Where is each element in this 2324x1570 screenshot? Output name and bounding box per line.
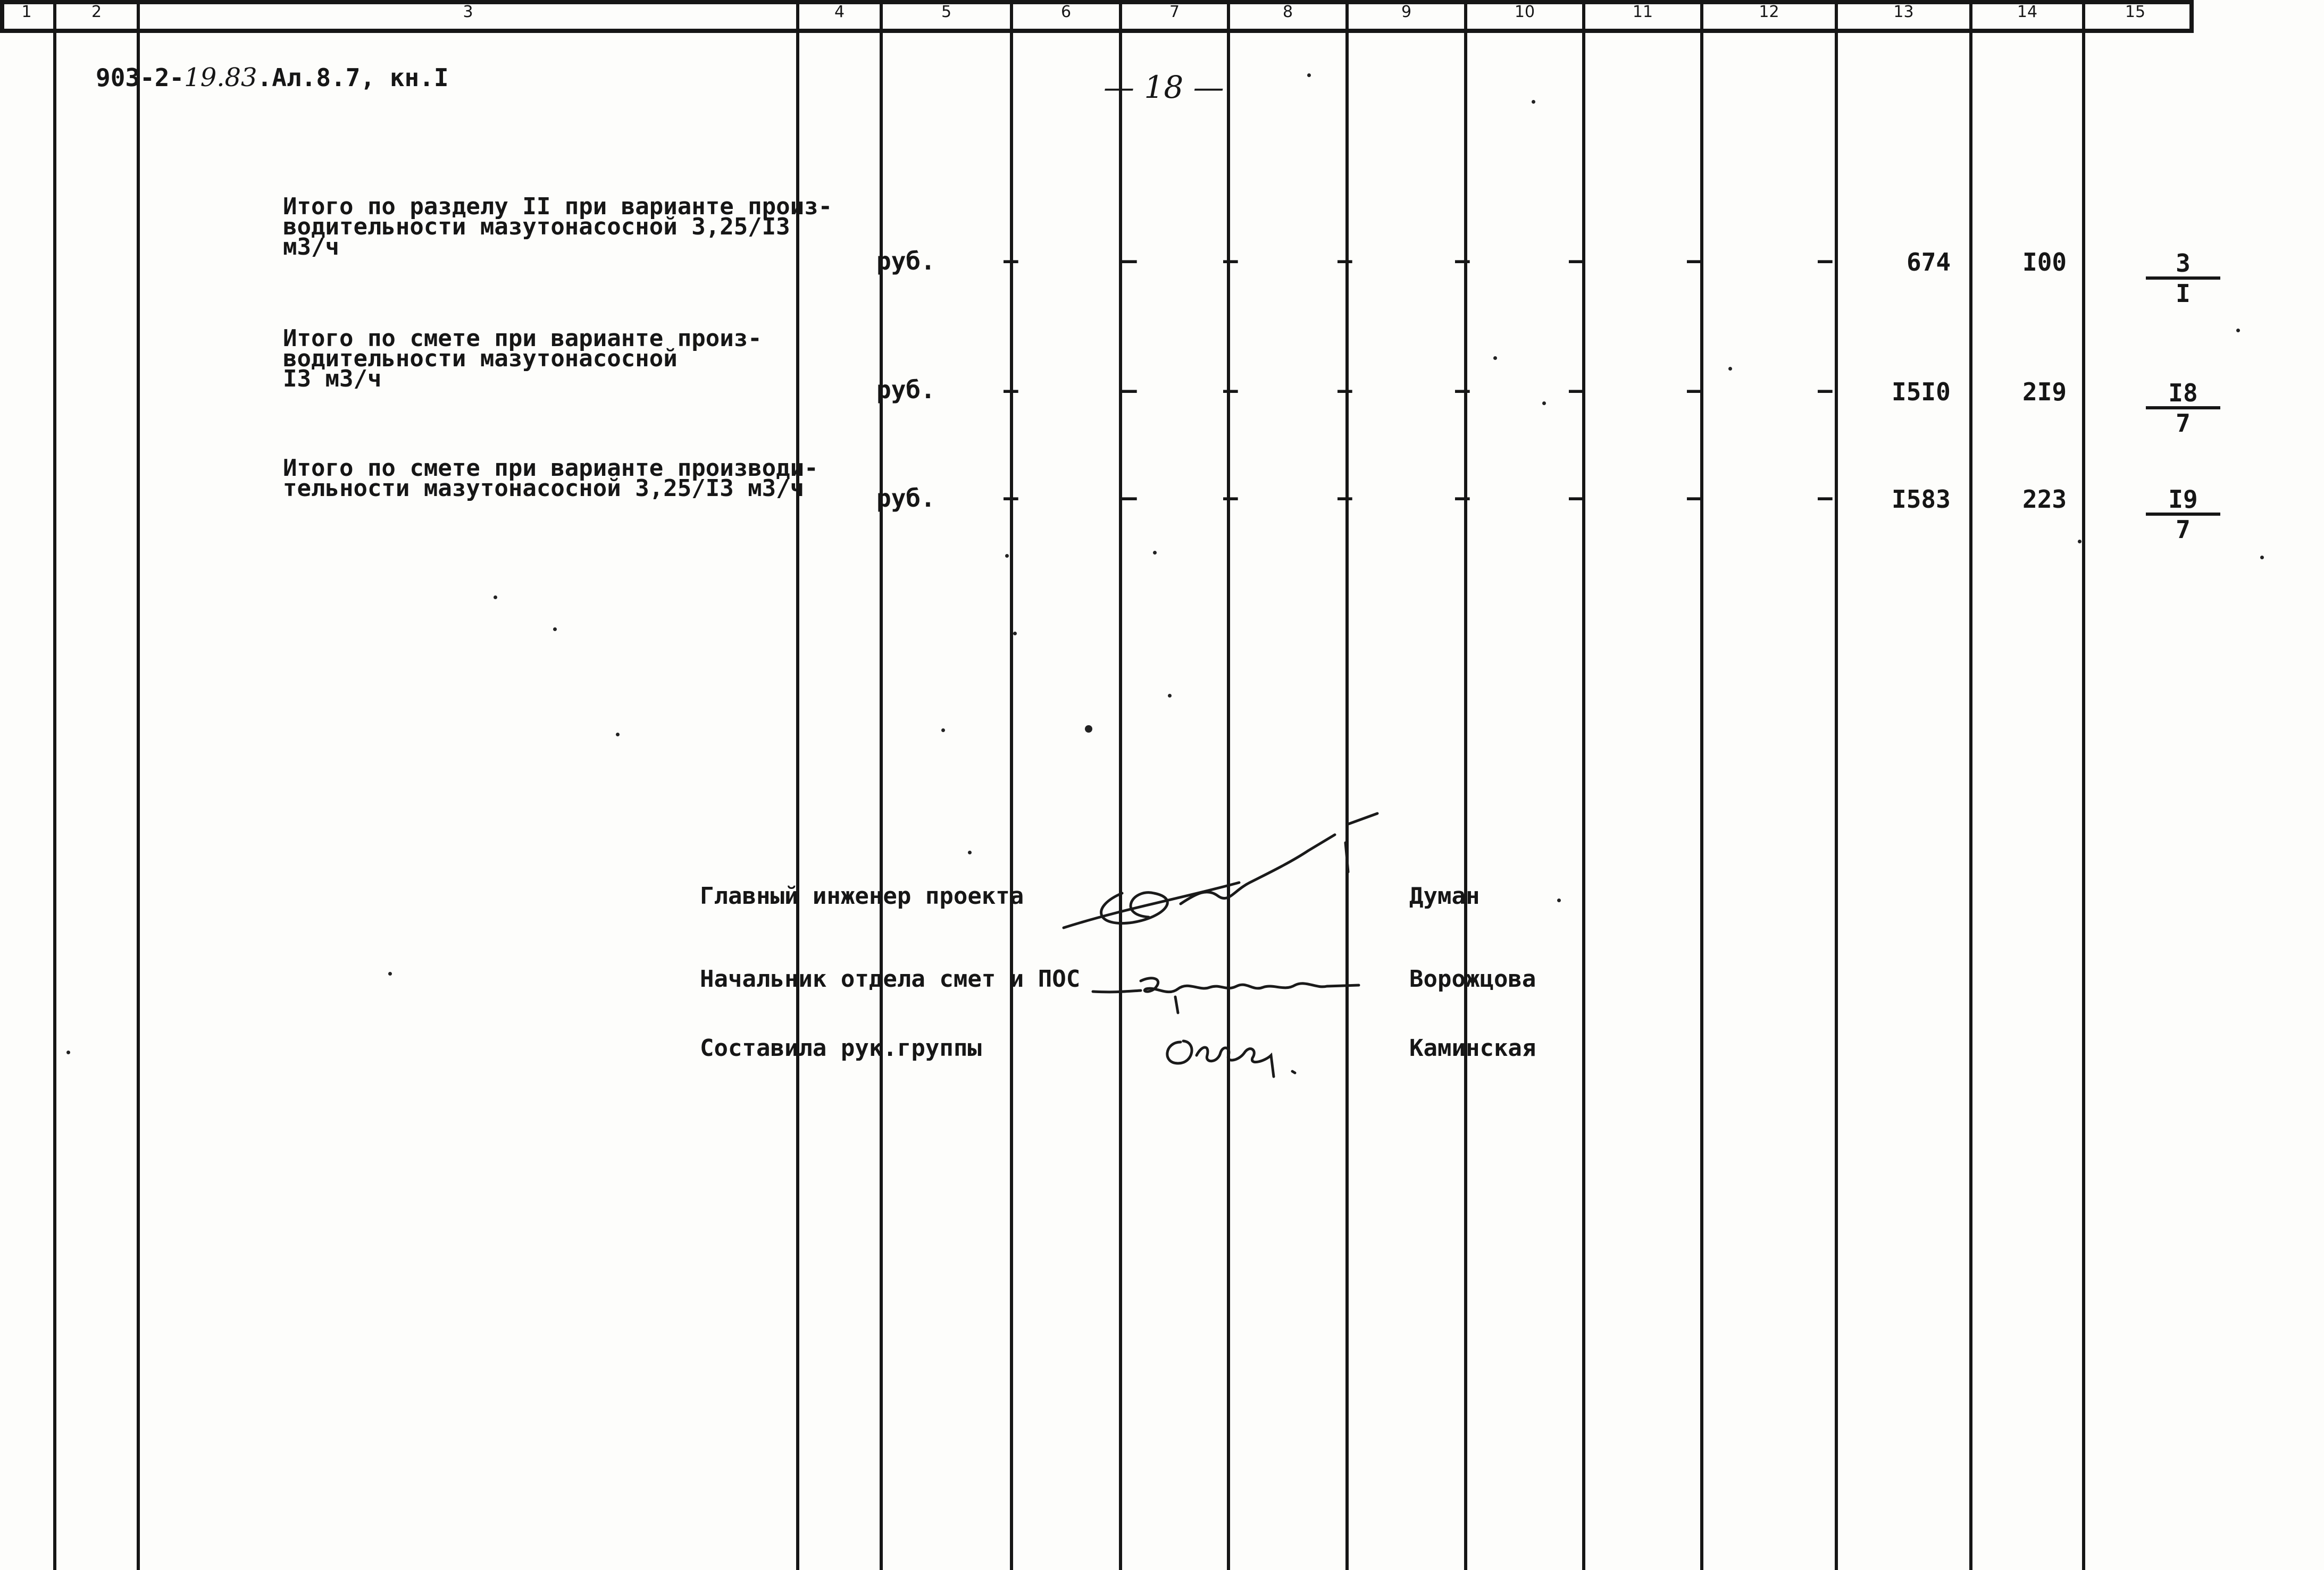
column-number-11: 11 (1582, 0, 1700, 1570)
fraction-numerator: I9 (2146, 486, 2220, 516)
dash-cell: – (1455, 483, 1470, 511)
column-number-12: 12 (1700, 0, 1835, 1570)
row-label: Итого по смете при варианте произ- водительности мазутонасосной I3 м3/ч (283, 325, 762, 392)
scan-speck (388, 972, 392, 976)
scan-speck (616, 733, 620, 736)
dash-cell: – (1337, 246, 1352, 274)
value-col14: 223 (2022, 485, 2067, 514)
dash-cell: – (1004, 375, 1018, 404)
dash-cell: – (1455, 246, 1470, 274)
column-number-5: 5 (880, 0, 1010, 1570)
scan-speck (66, 1051, 70, 1054)
column-number-3: 3 (137, 0, 796, 1570)
dash-cell: – (1569, 246, 1584, 274)
row-label: Итого по смете при варианте производи- тельности мазутонасосной 3,25/I3 м3/ч (283, 455, 818, 502)
scan-speck (1493, 356, 1497, 360)
dash-cell: – (1687, 375, 1702, 404)
scan-speck (941, 728, 945, 732)
dash-cell: – (1687, 483, 1702, 511)
scan-speck (2260, 556, 2264, 559)
unit-cell: руб. (876, 247, 935, 275)
column-number-4: 4 (796, 0, 880, 1570)
dash-cell: – (1569, 483, 1584, 511)
scan-speck (1153, 551, 1157, 555)
dash-cell: – (1122, 375, 1137, 404)
column-number-7: 7 (1119, 0, 1227, 1570)
column-number-1: 1 (21, 3, 32, 21)
value-col13: I5I0 (1892, 377, 1951, 406)
dash-cell: – (1004, 246, 1018, 274)
signature-title: Составила рук.группы (700, 1035, 982, 1062)
doc-code-suffix: .Ал.8.7, кн.I (257, 63, 449, 92)
fraction-col15 (2146, 250, 2220, 307)
scan-speck (1005, 554, 1009, 558)
dash-cell: – (1455, 375, 1470, 404)
scan-speck (2236, 329, 2240, 332)
dash-cell: – (1818, 483, 1833, 511)
dash-cell: – (1122, 246, 1137, 274)
scan-speck (1085, 725, 1092, 733)
signature-name: Ворожцова (1409, 965, 1536, 993)
scan-speck (2078, 540, 2081, 543)
signature-title: Начальник отдела смет и ПОС (700, 965, 1081, 993)
handwritten-signature-1 (1058, 813, 1399, 941)
fraction-col15 (2146, 380, 2220, 437)
scan-speck (968, 851, 972, 854)
dash-cell: – (1337, 375, 1352, 404)
dash-cell: – (1122, 483, 1137, 511)
fraction-denominator: 7 (2176, 409, 2191, 438)
handwritten-signature-2 (1093, 960, 1369, 1029)
handwritten-signature-3 (1159, 1026, 1330, 1085)
unit-cell: руб. (876, 484, 935, 513)
scan-speck (1557, 899, 1561, 902)
column-number-strip (0, 0, 2194, 33)
signature-name: Каминская (1409, 1035, 1536, 1062)
dash-cell: – (1004, 483, 1018, 511)
scan-speck (1542, 401, 1546, 405)
dash-cell: – (1223, 375, 1238, 404)
scan-speck (1728, 367, 1732, 371)
fraction-numerator: I8 (2146, 380, 2220, 409)
row-label: Итого по разделу II при варианте произ- водительности мазутонасосной 3,25/I3 м3/ч (283, 193, 833, 261)
fraction-col15 (2146, 486, 2220, 543)
fraction-denominator: 7 (2176, 515, 2191, 544)
fraction-denominator: I (2176, 279, 2191, 308)
doc-code-prefix: 903-2- (96, 63, 185, 92)
column-number-2: 2 (53, 0, 137, 1570)
fraction-numerator: 3 (2146, 250, 2220, 280)
signature-name: Думан (1409, 883, 1480, 910)
column-number-6: 6 (1010, 0, 1119, 1570)
column-number-14: 14 (1969, 0, 2082, 1570)
signature-title: Главный инженер проекта (700, 883, 1024, 910)
page-number: — 18 — (1104, 69, 1224, 105)
column-number-8: 8 (1227, 0, 1345, 1570)
value-col13: 674 (1907, 248, 1951, 276)
value-col14: I00 (2022, 248, 2067, 276)
value-col14: 2I9 (2022, 377, 2067, 406)
unit-cell: руб. (876, 375, 935, 404)
value-col13: I583 (1892, 485, 1951, 514)
column-number-9: 9 (1345, 0, 1464, 1570)
dash-cell: – (1818, 246, 1833, 274)
dash-cell: – (1569, 375, 1584, 404)
scan-speck (1013, 632, 1017, 635)
scan-speck (1168, 694, 1172, 698)
dash-cell: – (1687, 246, 1702, 274)
dash-cell: – (1818, 375, 1833, 404)
column-number-10: 10 (1464, 0, 1582, 1570)
dash-cell: – (1337, 483, 1352, 511)
column-number-15: 15 (2082, 0, 2185, 1570)
scan-speck (1307, 73, 1311, 77)
dash-cell: – (1223, 246, 1238, 274)
column-number-13: 13 (1835, 0, 1969, 1570)
scan-speck (494, 595, 497, 599)
scan-speck (553, 627, 557, 631)
doc-code-handwritten: 19.83 (184, 63, 257, 93)
scan-speck (1532, 100, 1535, 104)
dash-cell: – (1223, 483, 1238, 511)
